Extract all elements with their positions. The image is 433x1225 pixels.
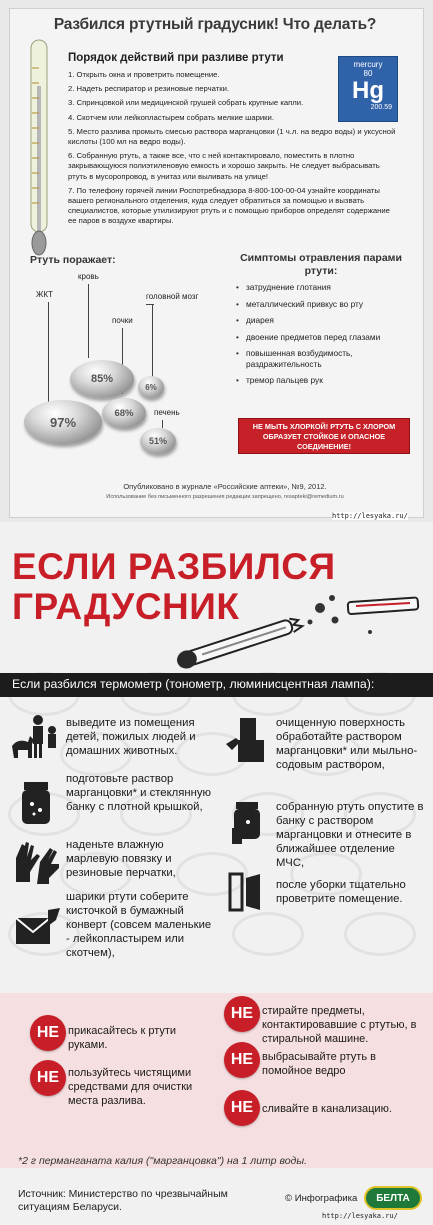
ne-badge: НЕ: [30, 1015, 66, 1051]
source-note: Источник: Министерство по чрезвычайным ситуациям Беларуси.: [18, 1188, 228, 1213]
belta-logo: БЕЛТА: [364, 1186, 422, 1210]
step-item: 6. Собранную ртуть, а также все, что с ней контактировало, поместить в плотно закрывающуюся полиэтиленовую емкость и хорошо закрыть. Не следует выбрасывать ртуть в мусоропровод, в унитаз или выливать на улице!: [68, 151, 380, 181]
steps-title: Порядок действий при разливе ртути: [68, 52, 284, 64]
thermometer-icon: [22, 38, 56, 258]
gloves-icon: [12, 838, 62, 884]
organ-drop: 97%: [24, 400, 102, 444]
organ-drop: 51%: [140, 428, 176, 454]
organs-title: Ртуть поражает:: [30, 254, 116, 266]
action-item: наденьте влажную марлевую повязку и резиновые перчатки,: [66, 839, 176, 879]
organ-drop: 68%: [102, 398, 146, 428]
symptom-item: • повышенная возбудимость, раздражительность: [236, 348, 411, 369]
window-icon: [226, 870, 270, 914]
action-item: подготовьте раствор марганцовки* и стеклянную банку с плотной крышкой,: [66, 773, 211, 813]
element-symbol: Hg: [352, 77, 384, 104]
leader-line: [88, 284, 89, 358]
organ-drop: 85%: [70, 360, 134, 398]
leader-line: [48, 302, 49, 402]
organ-drops: [18, 268, 223, 458]
organ-drop: 6%: [138, 376, 164, 398]
organ-label: почки: [112, 316, 133, 325]
step-item: 3. Спринцовкой или медицинской грушей собрать крупные капли.: [68, 98, 304, 108]
prohibition-item: сливайте в канализацию.: [262, 1103, 392, 1115]
action-item: очищенную поверхность обработайте раствором марганцовки* или мыльно-содовым раствором,: [276, 717, 418, 771]
ne-badge: НЕ: [224, 1090, 260, 1126]
infographic-credit: © Инфографика: [285, 1193, 358, 1204]
ne-badge: НЕ: [30, 1060, 66, 1096]
watermark: http://lesyaka.ru/: [322, 1212, 398, 1220]
watermark: http://lesyaka.ru/: [332, 512, 408, 520]
step-item: 2. Надеть респиратор и резиновые перчатки.: [68, 84, 230, 94]
leader-line: [152, 304, 153, 378]
organ-label: головной мозг: [146, 292, 199, 301]
prohibition-item: стирайте предметы, контактировавшие с ртутью, в стиральной машине.: [262, 1005, 417, 1045]
organ-label: кровь: [78, 272, 99, 281]
ne-badge: НЕ: [224, 1042, 260, 1078]
element-number: 80: [363, 69, 373, 78]
background-logo: [232, 912, 304, 956]
chlorine-warning: НЕ МЫТЬ ХЛОРКОЙ! РТУТЬ С ХЛОРОМ ОБРАЗУЕТ СТОЙКОЕ И ОПАСНОЕ СОЕДИНЕНИЕ!: [238, 418, 410, 454]
element-mass: 200.59: [370, 104, 392, 111]
symptom-item: • затруднение глотания: [236, 282, 411, 293]
symptoms-list: [236, 282, 411, 392]
symptom-item: • металлический привкус во рту: [236, 299, 411, 310]
footnote: *2 г перманганата калия ("марганцовка") на 1 литр воды.: [18, 1155, 307, 1167]
action-item: шарики ртути соберите кисточкой в бумажный конверт (совсем маленькие - лейкопластырем или скотчем),: [66, 891, 212, 959]
step-item: 5. Место разлива промыть смесью раствора марганцовки (1 ч.л. на ведро воды) и уксусной кислоты (100 мл на ведро воды).: [68, 126, 396, 147]
step-item: 1. Открыть окна и проветрить помещение.: [68, 70, 220, 79]
symptom-item: • диарея: [236, 315, 411, 326]
instruction-bar-text: Если разбился термометр (тонометр, люминисцентная лампа):: [12, 677, 375, 691]
organ-label: ЖКТ: [36, 290, 53, 299]
action-item: выведите из помещения детей, пожилых людей и домашних животных.: [66, 717, 196, 757]
main-title-line2: ГРАДУСНИК: [12, 586, 240, 627]
main-title-line1: ЕСЛИ РАЗБИЛСЯ: [12, 546, 336, 587]
symptom-item: • двоение предметов перед глазами: [236, 332, 411, 343]
action-item: собранную ртуть опустите в банку с раствором марганцовки и отнесите в ближайшее отделение МЧС,: [276, 801, 424, 869]
prohibition-item: прикасайтесь к ртути руками.: [68, 1025, 177, 1051]
prohibition-item: пользуйтесь чистящими средствами для очистки места разлива.: [68, 1067, 193, 1107]
symptom-item: • тремор пальцев рук: [236, 375, 411, 386]
publication-note: Опубликовано в журнале «Российские аптеки», №9, 2012.: [123, 482, 327, 491]
jar-icon: [14, 780, 58, 826]
organ-label: печень: [154, 408, 180, 417]
bucket-icon: [222, 714, 274, 766]
action-item: после уборки тщательно проветрите помещение.: [276, 879, 406, 905]
top-title: Разбился ртутный градусник! Что делать?: [53, 16, 377, 33]
ne-badge: НЕ: [224, 996, 260, 1032]
leader-line: [162, 420, 163, 428]
element-name: mercury: [353, 60, 383, 69]
prohibition-item: выбрасывайте ртуть в помойное ведро: [262, 1051, 376, 1077]
people-pets-icon: [10, 712, 62, 760]
broken-thermometer-icon: [170, 580, 430, 670]
step-item: 7. По телефону горячей линии Роспотребнадзора 8-800-100-00-04 узнайте координаты вашего регионального отделения, куда следует обратиться за помощью и вызвать специалистов, которые утилизируют ртуть и с помощью приборов определят содержание ее паров в воздухе квартиры.: [68, 185, 390, 226]
leader-line: [146, 304, 154, 305]
envelope-icon: [12, 906, 64, 948]
background-logo: [344, 912, 416, 956]
step-item: 4. Скотчем или лейкопластырем собрать мелкие шарики.: [68, 112, 274, 122]
symptoms-title: Симптомы отравления парами ртути:: [240, 252, 402, 277]
jar-hand-icon: [226, 798, 270, 848]
mercury-element-tile: [338, 56, 398, 122]
rights-note: Использование без письменного разрешения редакции запрещено, resapteki@remedium.ru: [106, 494, 344, 500]
